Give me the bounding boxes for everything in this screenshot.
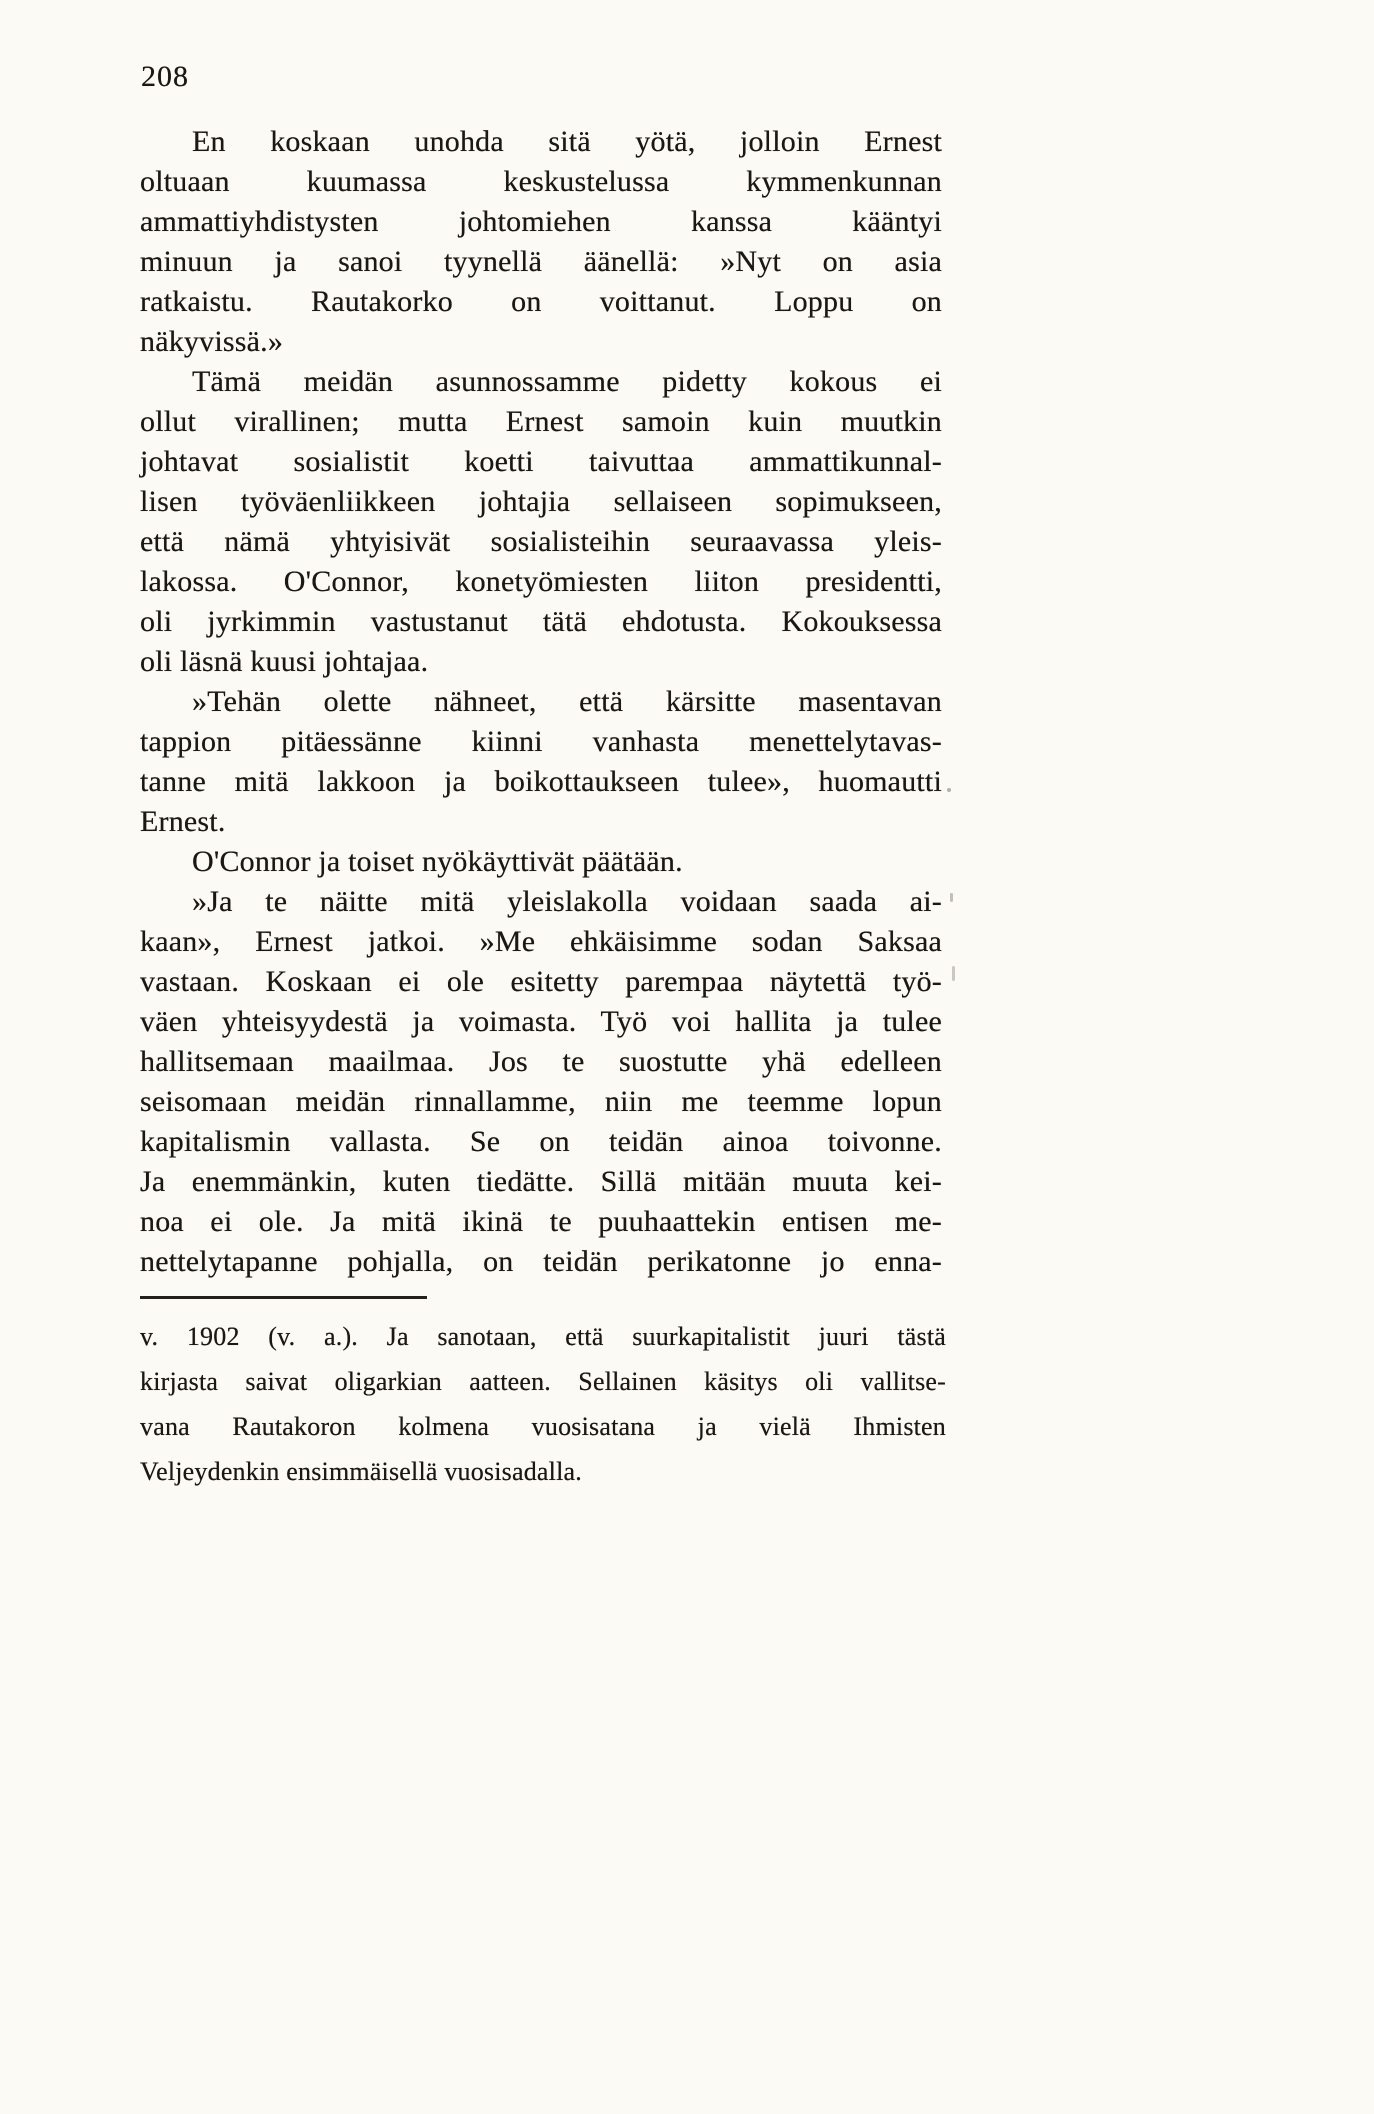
text-line: vana Rautakoron kolmena vuosisatana ja vielä Ihmisten — [140, 1412, 946, 1441]
text-line: oltuaan kuumassa keskustelussa kymmenkunnan — [140, 165, 942, 198]
paragraph — [140, 122, 942, 362]
text-line: ratkaistu. Rautakorko on voittanut. Loppu on — [140, 285, 942, 318]
text-line: väen yhteisyydestä ja voimasta. Työ voi hallita ja tulee — [140, 1005, 942, 1038]
paragraph — [140, 882, 942, 1282]
text-line: Veljeydenkin ensimmäisellä vuosisadalla. — [140, 1457, 582, 1486]
paragraph — [140, 1314, 946, 1494]
text-line: Ernest. — [140, 805, 226, 838]
scan-speck — [950, 893, 953, 902]
body-text — [140, 122, 942, 1282]
footnote-separator — [140, 1296, 427, 1299]
text-line: että nämä yhtyisivät sosialisteihin seuraavassa yleis- — [140, 525, 942, 558]
text-line: vastaan. Koskaan ei ole esitetty parempaa näytettä työ- — [140, 965, 942, 998]
text-line: oli läsnä kuusi johtajaa. — [140, 645, 429, 678]
text-line: kirjasta saivat oligarkian aatteen. Sellainen käsitys oli vallitse- — [140, 1367, 946, 1396]
scan-speck — [947, 788, 951, 792]
text-line: tanne mitä lakkoon ja boikottaukseen tulee», huomautti — [140, 765, 942, 798]
paragraph — [140, 362, 942, 682]
text-line: tappion pitäessänne kiinni vanhasta menettelytavas- — [140, 725, 942, 758]
text-line: nettelytapanne pohjalla, on teidän perikatonne jo enna- — [140, 1245, 942, 1278]
text-line: O'Connor ja toiset nyökäyttivät päätään. — [192, 845, 683, 878]
text-line: lakossa. O'Connor, konetyömiesten liiton presidentti, — [140, 565, 942, 598]
text-line: v. 1902 (v. a.). Ja sanotaan, että suurkapitalistit juuri tästä — [140, 1322, 946, 1351]
text-line: kaan», Ernest jatkoi. »Me ehkäisimme sodan Saksaa — [140, 925, 942, 958]
page-number: 208 — [141, 60, 189, 93]
text-line: hallitsemaan maailmaa. Jos te suostutte yhä edelleen — [140, 1045, 942, 1078]
text-line: seisomaan meidän rinnallamme, niin me teemme lopun — [140, 1085, 942, 1118]
text-line: »Ja te näitte mitä yleislakolla voidaan saada ai- — [192, 885, 942, 918]
text-line: »Tehän olette nähneet, että kärsitte masentavan — [192, 685, 942, 718]
paragraph — [140, 842, 942, 882]
paragraph — [140, 682, 942, 842]
footnote-text — [140, 1314, 946, 1494]
text-line: johtavat sosialistit koetti taivuttaa ammattikunnal- — [140, 445, 942, 478]
text-line: kapitalismin vallasta. Se on teidän ainoa toivonne. — [140, 1125, 942, 1158]
text-line: ammattiyhdistysten johtomiehen kanssa kääntyi — [140, 205, 942, 238]
text-line: lisen työväenliikkeen johtajia sellaiseen sopimukseen, — [140, 485, 942, 518]
text-line: oli jyrkimmin vastustanut tätä ehdotusta. Kokouksessa — [140, 605, 942, 638]
text-line: Ja enemmänkin, kuten tiedätte. Sillä mitään muuta kei- — [140, 1165, 942, 1198]
scan-speck — [952, 966, 955, 981]
text-line: Tämä meidän asunnossamme pidetty kokous ei — [192, 365, 942, 398]
text-line: näkyvissä.» — [140, 325, 284, 358]
text-line: noa ei ole. Ja mitä ikinä te puuhaattekin entisen me- — [140, 1205, 942, 1238]
text-line: ollut virallinen; mutta Ernest samoin kuin muutkin — [140, 405, 942, 438]
text-line: minuun ja sanoi tyynellä äänellä: »Nyt on asia — [140, 245, 942, 278]
text-line: En koskaan unohda sitä yötä, jolloin Ernest — [192, 125, 942, 158]
